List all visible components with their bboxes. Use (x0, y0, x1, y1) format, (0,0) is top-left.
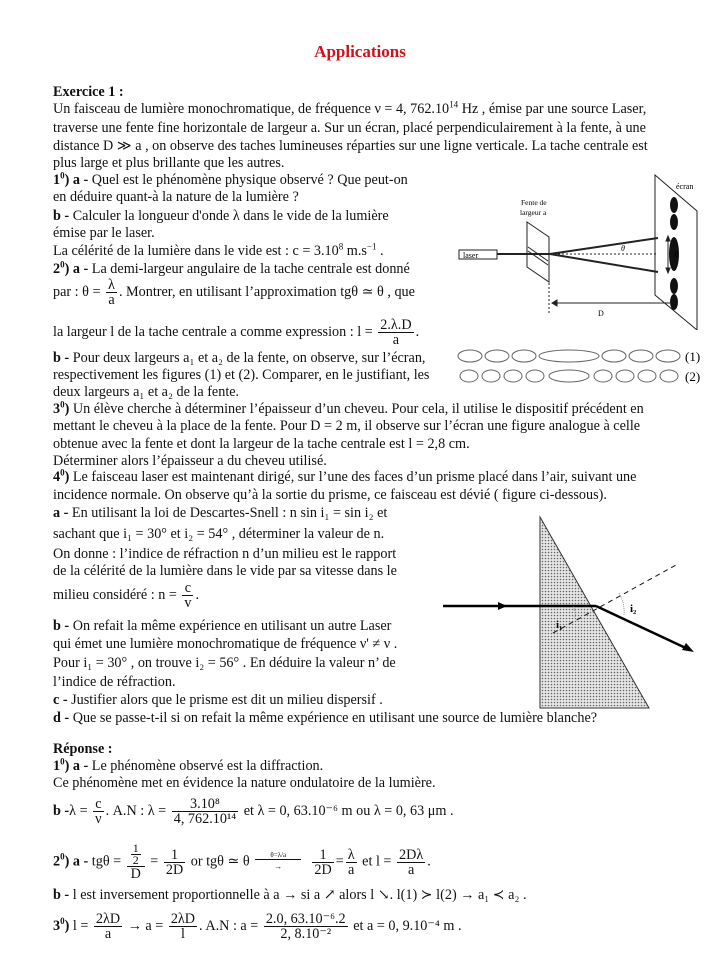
r1-a-cont: Ce phénomène met en évidence la nature ondulatoire de la lumière. (53, 775, 436, 791)
q4-c: c - Justifier alors que le prisme est dit un milieu dispersif . (53, 692, 383, 708)
q2-b: b - Pour deux largeurs a₁ et a₂ de la fente, on observe, sur l’écran, (53, 350, 426, 366)
diffraction-patterns-figure (455, 347, 720, 387)
page-title: Applications (314, 42, 406, 61)
exercise-heading: Exercice 1 : (53, 84, 124, 100)
r2-b: b - l est inversement proportionnelle à a → si a ↗ alors l ↘. l(1) ≻ l(2) → a₁ ≺ a₂ . (53, 887, 527, 903)
svg-text:Fente de: Fente de (521, 198, 547, 207)
svg-text:θ: θ (621, 244, 625, 253)
q2-a: $2^0$) a - La demi-largeur angulaire de la tache centrale est donné (53, 259, 410, 277)
q2-b-cont1: respectivement les figures (1) et (2). Comparer, en le justifiant, les (53, 367, 430, 383)
q4-a-formula: milieu considéré : n = $\frac{c}{v}$ . (53, 580, 200, 611)
answer-heading: Réponse : (53, 741, 113, 757)
q3-line1: $3^0$) Un élève cherche à déterminer l’épaisseur d’un cheveu. Pour cela, il utilise le dispositif précédent en (53, 399, 644, 417)
q1-a-cont: en déduire quant-à la nature de la lumière ? (53, 189, 299, 205)
r1-b: b -λ = $\frac{c}{\nu}$ . A.N : λ = $\frac{\text{3.10⁸}}{\text{4, 762.10¹⁴}}$ et λ = 0, 63.10⁻⁶ m ou λ = 0, 63 μm . (53, 796, 454, 827)
svg-text:i₂: i₂ (630, 603, 637, 615)
q4-d: d - Que se passe-t-il si on refait la même expérience en utilisant une source de lumière blanche? (53, 710, 598, 726)
intro-line-3: distance D ≫ a , on observe des taches lumineuses réparties sur une ligne verticale. La tache centrale est (53, 138, 648, 154)
q4-a-cont3: de la célérité de la lumière dans le vide par sa vitesse dans le (53, 563, 397, 579)
intro-line-1: Un faisceau de lumière monochromatique, de fréquence ν = 4, 762.10$^{14}$ Hz , émise par une source Laser, (53, 99, 647, 117)
q3-line2: mettant le cheveu à la place de la fente. Pour D = 2 m, il observe sur l’écran une figure analogue à celle (53, 418, 641, 434)
q4-b: b - On refait la même expérience en utilisant un autre Laser (53, 618, 392, 634)
q1-b-cont: émise par le laser. (53, 225, 155, 241)
q4-a-cont2: On donne : l’indice de réfraction n d’un milieu est le rapport (53, 546, 397, 562)
q2-a-expression: la largeur l de la tache centrale a comme expression : l = $\frac{2.\lambda.D}{a}$ . (53, 317, 420, 348)
svg-text:i₁: i₁ (556, 619, 563, 631)
intro-line-4: plus large et plus brillante que les autres. (53, 155, 285, 171)
r3: $3^0$) l = $\frac{2\lambda D}{a}$ → a = $\frac{2\lambda D}{l}$ . A.N : a = $\frac{\text{2.0, 63.10⁻⁶.2}}{\text{2, 8.10⁻²}}$ et a = 0, 9.10⁻⁴ m . (53, 911, 462, 942)
svg-text:(2): (2) (685, 369, 701, 384)
r1-a: $1^0$) a - Le phénomène observé est la diffraction. (53, 756, 324, 774)
svg-text:écran: écran (676, 182, 694, 191)
q4-b-cont3: l’indice de réfraction. (53, 674, 176, 690)
diffraction-setup-diagram (450, 165, 720, 330)
q3-line4: Déterminer alors l’épaisseur a du cheveu utilisé. (53, 453, 327, 469)
q4-a: a - En utilisant la loi de Descartes-Snell : n sin i₁ = sin i₂ et (53, 505, 388, 521)
q4-line2: incidence normale. On observe qu’à la sortie du prisme, ce faisceau est dévié ( figure ci-dessous). (53, 487, 607, 503)
svg-text:ℓ: ℓ (674, 249, 678, 259)
q1-b: b - Calculer la longueur d'onde λ dans le vide de la lumière (53, 208, 389, 224)
q1-a: $1^0$) a - Quel est le phénomène physique observé ? Que peut-on (53, 170, 408, 188)
svg-text:laser: laser (463, 251, 479, 260)
q4-b-cont2: Pour i₁ = 30° , on trouve i₂ = 56° . En déduire la valeur n’ de (53, 655, 396, 671)
svg-text:D: D (598, 309, 604, 318)
svg-text:largeur a: largeur a (520, 208, 547, 217)
q4-line1: $4^0$) Le faisceau laser est maintenant dirigé, sur l’une des faces d’un prisme placé dans l’air, suivant une (53, 467, 637, 485)
q4-a-cont1: sachant que i₁ = 30° et i₂ = 54° , déterminer la valeur de n. (53, 526, 385, 542)
q2-a-formula: par : θ = $\frac{\lambda}{a}$ . Montrer, en utilisant l’approximation tgθ ≃ θ , que (53, 277, 415, 308)
prism-diagram (430, 500, 720, 715)
svg-text:(1): (1) (685, 349, 701, 364)
r2-a: $2^0$) a - tgθ = $\frac{\frac{1}{2}}{D}$ = $\frac{1}{2D}$ or tgθ ≃ θ $\frac{\theta=\lambda/a}{\to}$ $\frac{1}{2D}$ = $\frac{\lambda}{a}$ et l = $\frac{2D\lambda}{a}$ . (53, 841, 431, 882)
intro-line-2: traverse une fente fine horizontale de largeur a. Sur un écran, placé perpendiculairement à la fente, à une (53, 120, 646, 136)
q3-line3: obtenue avec la fente et dont la largeur de la tache centrale est l = 2,8 cm. (53, 436, 470, 452)
q2-b-cont2: deux largeurs a₁ et a₂ de la fente. (53, 384, 240, 400)
q4-b-cont1: qui émet une lumière monochromatique de fréquence ν' ≠ ν . (53, 636, 398, 652)
q1-celerity: La célérité de la lumière dans le vide est : $c = 3.10^8$ $m.s^{-1}$ . (53, 241, 384, 259)
